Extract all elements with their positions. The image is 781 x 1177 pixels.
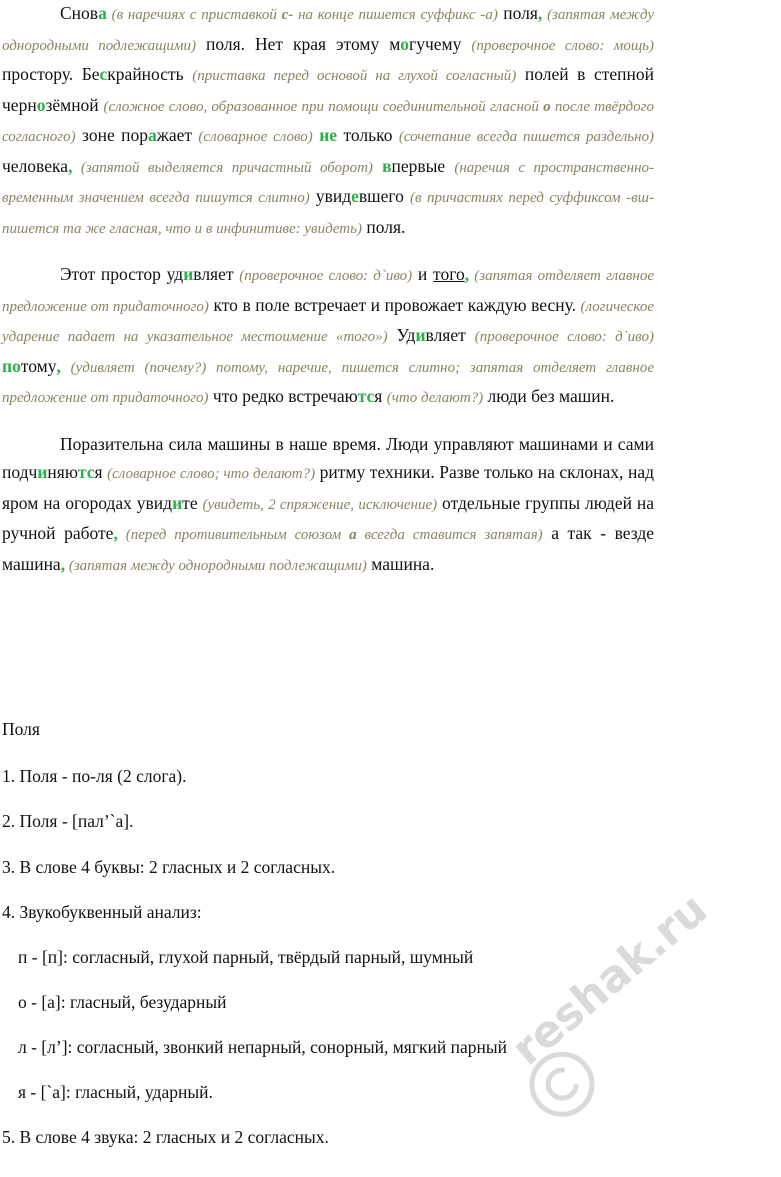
analysis-line-5: 5. В слове 4 звука: 2 гласных и 2 согласных. bbox=[2, 1127, 329, 1147]
note: (логическое ударение падает на указательное местоимение «того») bbox=[2, 298, 654, 345]
highlight: и bbox=[37, 462, 48, 482]
text: гучему bbox=[409, 33, 472, 54]
note: (приставка перед основой на глухой согласный) bbox=[192, 68, 517, 84]
text: первые bbox=[391, 155, 455, 176]
text: поля bbox=[497, 3, 538, 23]
note: (сочетание всегда пишется раздельно) bbox=[398, 129, 655, 145]
highlight: , bbox=[464, 264, 470, 284]
note: (что делают?) bbox=[386, 390, 484, 406]
highlight: и bbox=[183, 264, 194, 284]
text: те bbox=[182, 492, 203, 513]
text: увид bbox=[309, 186, 352, 206]
note: (проверочное слово: мощь) bbox=[471, 37, 654, 54]
note: (в наречиях с приставкой с- на конце пишется суффикс -а) bbox=[106, 7, 498, 23]
highlight: с bbox=[99, 64, 108, 84]
highlight: о bbox=[400, 33, 410, 54]
text: вляет bbox=[193, 264, 240, 284]
highlight: не bbox=[319, 125, 338, 145]
text: только bbox=[337, 125, 399, 145]
sound-ya: я - [`а]: гласный, ударный. bbox=[18, 1082, 213, 1102]
note: (словарное слово; что делают?) bbox=[107, 466, 316, 482]
note: (наречия с пространственно-временным значением всегда пишутся слитно) bbox=[2, 159, 655, 206]
text: я bbox=[374, 386, 387, 406]
note: (запятая между однородными подлежащими) bbox=[2, 7, 654, 54]
highlight: тс bbox=[357, 386, 375, 406]
text: Уд bbox=[387, 325, 416, 345]
text: и bbox=[412, 264, 434, 284]
highlight: , bbox=[60, 553, 66, 574]
text: Этот простор уд bbox=[60, 264, 184, 284]
text: кто в поле встречает и провожает каждую весну. bbox=[208, 294, 581, 315]
watermark-text: reshak.ru bbox=[502, 883, 718, 1076]
text bbox=[373, 156, 382, 176]
text: ритму техники. Разве только на склонах, над яром на огородах увид bbox=[2, 462, 654, 513]
text: зёмной bbox=[45, 94, 104, 115]
sound-p: п - [п]: согласный, глухой парный, твёрдый парный, шумный bbox=[18, 947, 474, 967]
note: (запятая отделяет главное предложение от придаточного) bbox=[2, 268, 654, 315]
text: человека bbox=[2, 155, 68, 176]
text: что редко встречаю bbox=[208, 386, 358, 406]
sound-l: л - [л’]: согласный, звонкий непарный, сонорный, мягкий парный bbox=[18, 1037, 508, 1057]
note: (запятой выделяется причастный оборот) bbox=[72, 159, 373, 176]
text: полей в степной черн bbox=[2, 64, 654, 115]
analysis-line-2: 2. Поля - [пал’`а]. bbox=[2, 811, 134, 831]
paragraph-2 bbox=[0, 260, 658, 413]
text: поля. Нет края этому м bbox=[195, 33, 401, 54]
text: простору. Бе bbox=[2, 64, 100, 84]
text: вляет bbox=[425, 325, 475, 345]
text: Поразительна сила машины в наше время. Люди управляют машинами и сами подч bbox=[2, 433, 654, 482]
text: вшего bbox=[358, 186, 411, 206]
note: (в причастиях перед суффиксом -вш- пишется та же гласная, что и в инфинитиве: увидеть) bbox=[2, 190, 654, 237]
underlined-word: того bbox=[433, 264, 465, 284]
highlight: тс bbox=[77, 462, 95, 482]
copyright-icon bbox=[513, 1035, 612, 1134]
analysis-line-4: 4. Звукобуквенный анализ: bbox=[2, 902, 202, 922]
highlight: , bbox=[56, 355, 61, 376]
highlight: а bbox=[147, 125, 157, 145]
text: отдельные группы людей на ручной работе bbox=[2, 492, 654, 543]
watermark bbox=[472, 883, 718, 1177]
highlight: о bbox=[36, 94, 46, 115]
analysis-title: Поля bbox=[2, 719, 40, 739]
highlight: е bbox=[351, 186, 359, 206]
analysis-line-1: 1. Поля - по-ля (2 слога). bbox=[2, 766, 187, 786]
highlight: , bbox=[67, 155, 73, 176]
highlight: по bbox=[2, 355, 21, 376]
analysis-line-3: 3. В слове 4 буквы: 2 гласных и 2 согласных. bbox=[2, 857, 336, 877]
text: Снов bbox=[60, 3, 99, 23]
highlight: и bbox=[415, 325, 426, 345]
note: (сложное слово, образованное при помощи соединительной гласной о после твёрдого согласного) bbox=[2, 98, 654, 145]
highlight: и bbox=[172, 492, 183, 513]
paragraph-3 bbox=[0, 430, 658, 581]
note: (запятая между однородными подлежащими) bbox=[65, 557, 367, 574]
text: няю bbox=[47, 462, 78, 482]
text: я bbox=[94, 462, 108, 482]
document bbox=[0, 0, 658, 580]
note: (проверочное слово: д`иво) bbox=[474, 329, 654, 345]
text: зоне пор bbox=[75, 125, 148, 145]
note: (перед противительным союзом а всегда ставится запятая) bbox=[117, 527, 543, 543]
highlight: в bbox=[382, 155, 392, 176]
text: люди без машин. bbox=[483, 386, 615, 406]
note: (удивляет (почему?) потому, наречие, пишется слитно; запятая отделяет главное предложение от придаточного) bbox=[2, 359, 654, 406]
note: (увидеть, 2 спряжение, исключение) bbox=[202, 496, 438, 513]
highlight: а bbox=[98, 3, 107, 23]
text: крайность bbox=[107, 64, 193, 84]
highlight: , bbox=[113, 523, 118, 543]
text: жает bbox=[156, 125, 199, 145]
note: (проверочное слово: д`иво) bbox=[239, 268, 413, 284]
note: (словарное слово) bbox=[198, 129, 313, 145]
sound-o: о - [а]: гласный, безударный bbox=[18, 992, 227, 1012]
text: тому bbox=[20, 355, 57, 376]
text: а так - везде машина bbox=[2, 523, 654, 574]
text: поля. bbox=[361, 216, 406, 237]
text: машина. bbox=[366, 553, 435, 574]
highlight: , bbox=[537, 3, 543, 23]
paragraph-1 bbox=[0, 0, 658, 243]
